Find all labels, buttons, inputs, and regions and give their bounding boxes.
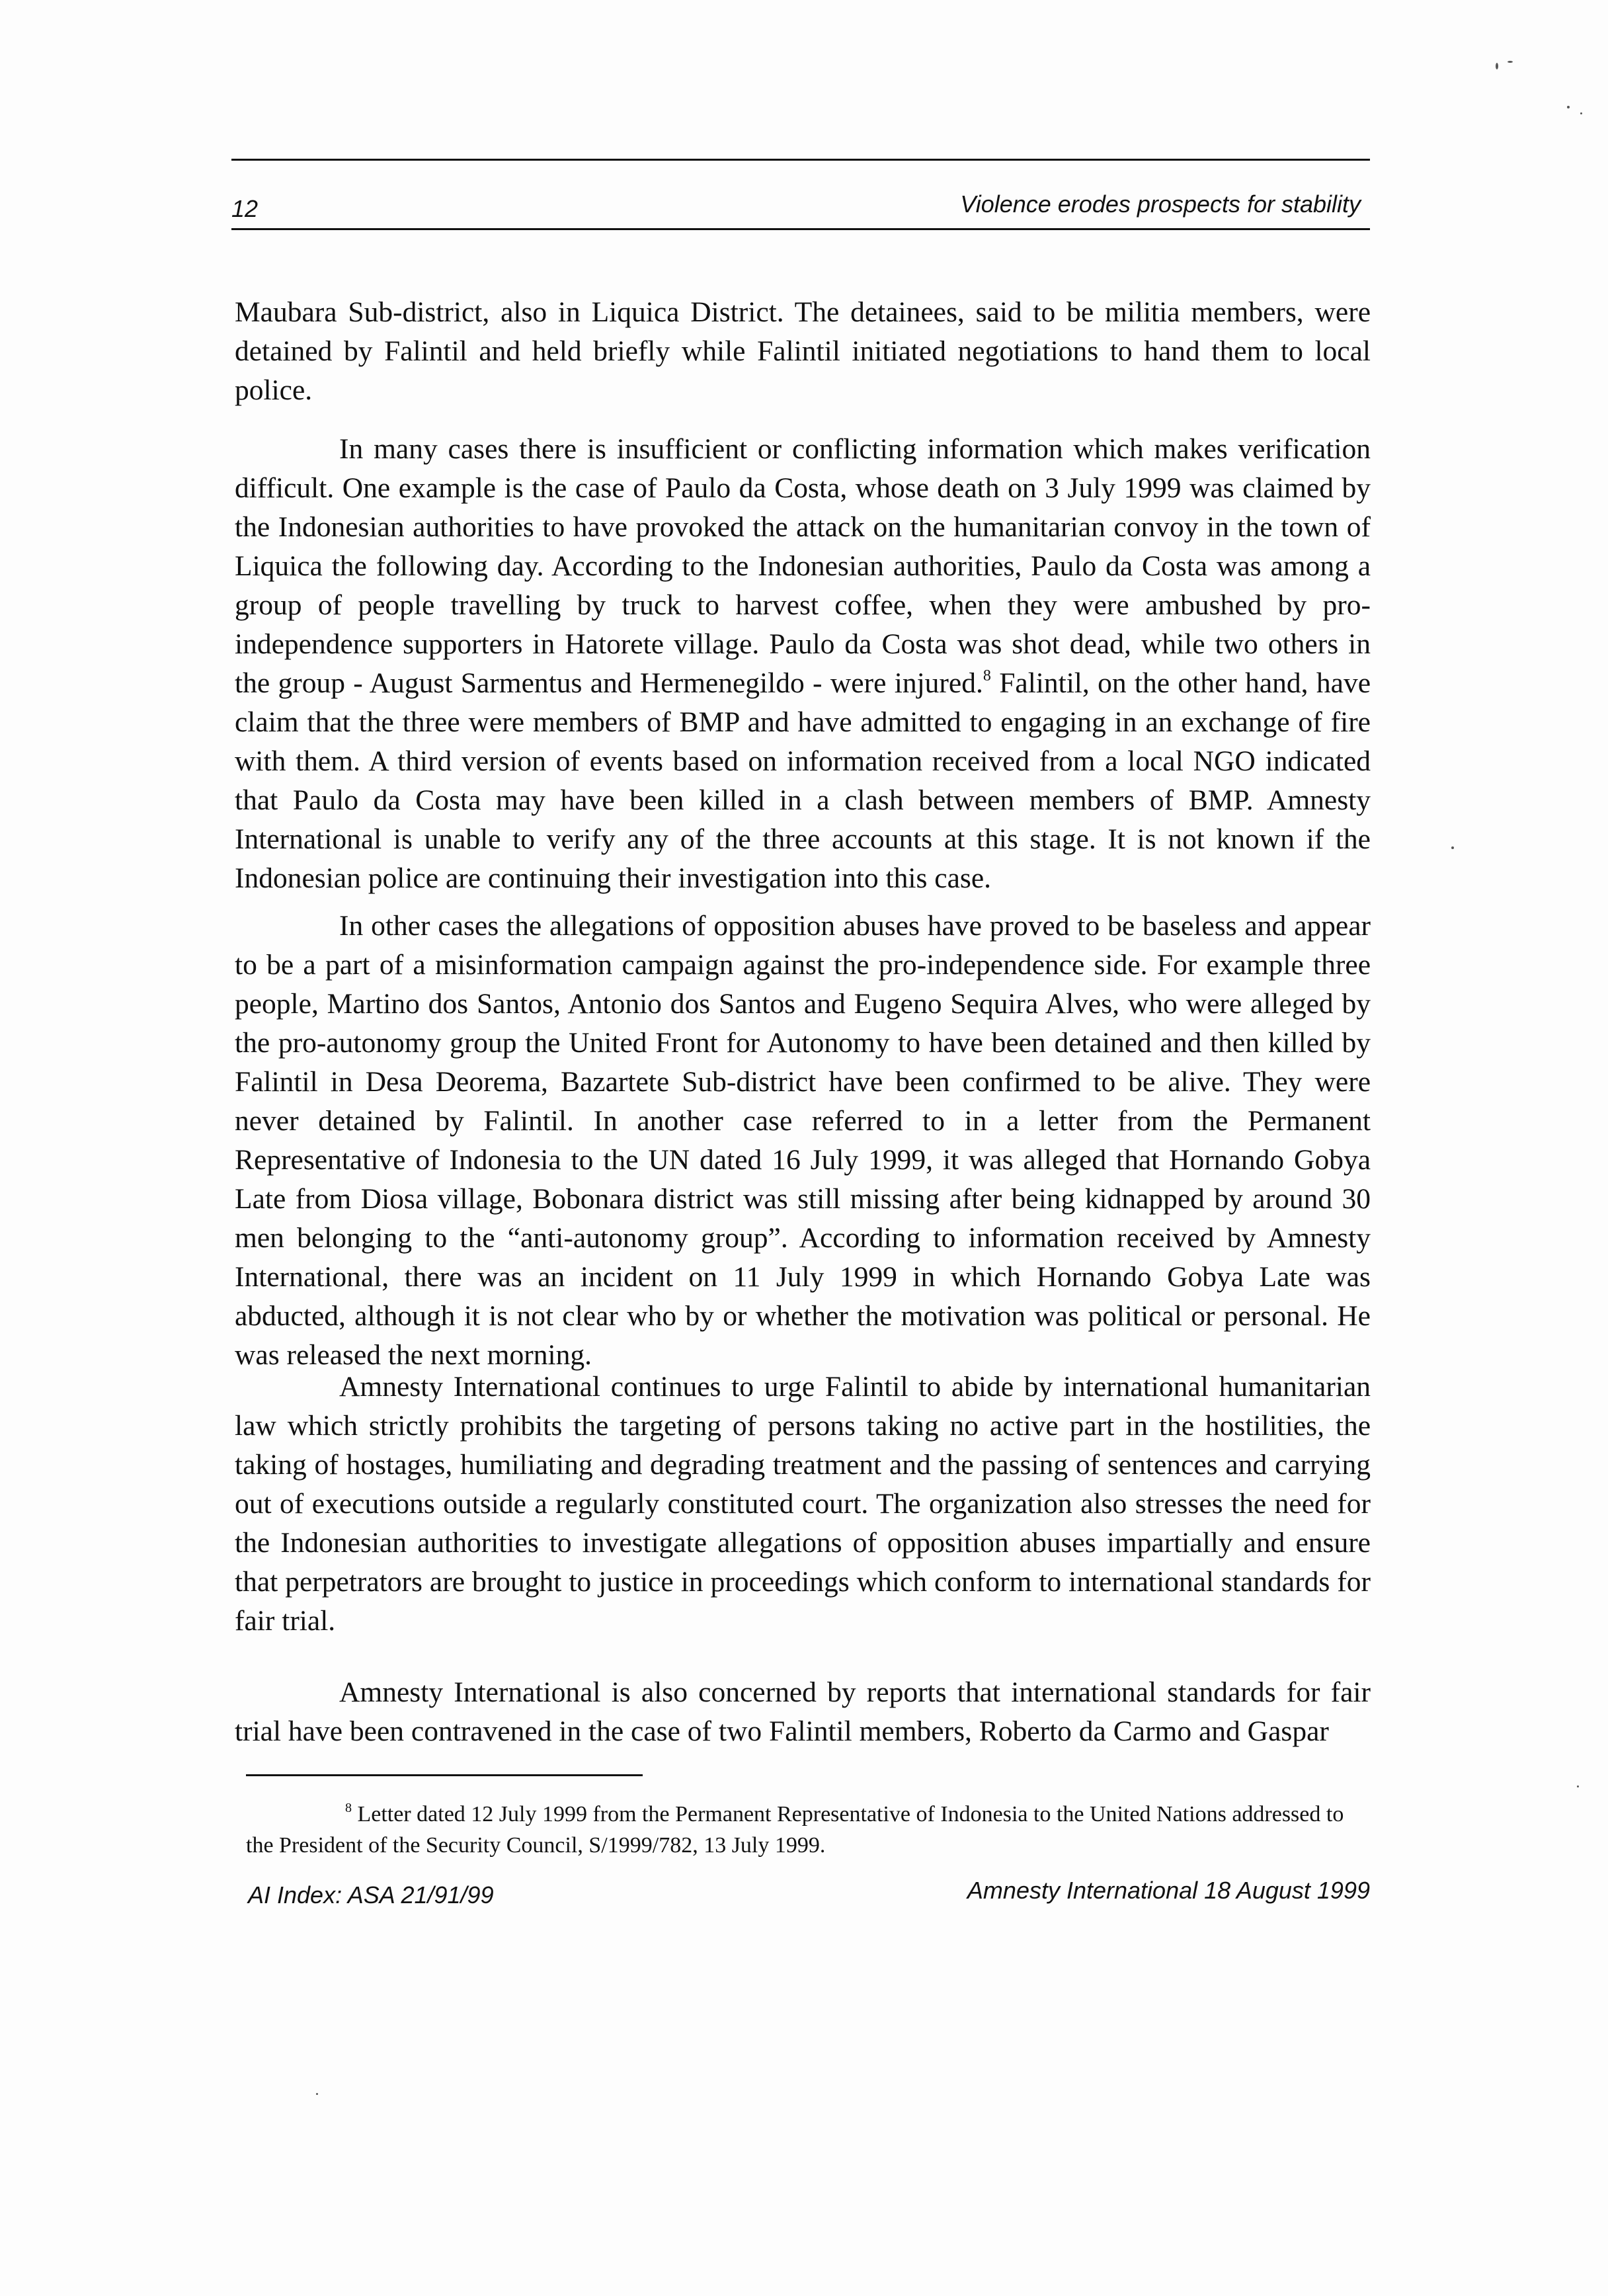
paragraph-2 (235, 430, 1371, 898)
footer-index: AI Index: ASA 21/91/99 (248, 1881, 494, 1908)
footnote-separator (246, 1774, 643, 1776)
paragraph-1: Maubara Sub-district, also in Liquica District. The detainees, said to be militia members, were detained by Falintil and held briefly while Falintil initiated negotiations to hand them to local police. (235, 296, 1371, 406)
paragraph-2-continued: Falintil, on the other hand, have claim that the three were members of BMP and have admitted to engaging in an exchange of fire with them. A third version of events based on information received from a local NGO indicated that Paulo da Costa may have been killed in a clash between members of BMP. Amnesty International is unable to verify any of the three accounts at this stage. It is not known if the Indonesian police are continuing their investigation into this case. (235, 667, 1371, 894)
paragraph-2-text: In many cases there is insufficient or conflicting information which makes verification difficult. One example is the case of Paulo da Costa, whose death on 3 July 1999 was claimed by the Indonesian authorities to have provoked the attack on the humanitarian convoy in the town of Liquica the following day. According to the Indonesian authorities, Paulo da Costa was among a group of people travelling by truck to harvest coffee, when they were ambushed by pro-independence supporters in Hatorete village. Paulo da Costa was shot dead, while two others in the group - August Sarmentus and Hermenegildo - were injured. (235, 433, 1371, 699)
footer-publisher-date: Amnesty International 18 August 1999 (967, 1877, 1370, 1904)
footnote-marker[interactable]: 8 (983, 667, 991, 684)
scan-speck (1508, 61, 1513, 63)
scan-speck (1577, 1785, 1579, 1787)
header-bottom-rule (231, 228, 1370, 230)
paragraph-4: Amnesty International continues to urge Falintil to abide by international humanitarian law which strictly prohibits the targeting of persons taking no active part in the hostilities, the taking of hostages, humiliating and degrading treatment and the passing of sentences and carrying out of executions outside a regularly constituted court. The organization also stresses the need for the Indonesian authorities to investigate allegations of opposition abuses impartially and ensure that perpetrators are brought to justice in proceedings which conform to international standards for fair trial. (235, 1371, 1371, 1637)
scan-speck (316, 2093, 318, 2095)
running-title: Violence erodes prospects for stability (960, 190, 1361, 218)
footnote-number: 8 (345, 1801, 352, 1815)
header-top-rule (231, 159, 1370, 161)
scan-speck (1567, 106, 1570, 108)
paragraph-3: In other cases the allegations of opposition abuses have proved to be baseless and appear to be a part of a misinformation campaign against the pro-independence side. For example three people, Martino dos Santos, Antonio dos Santos and Eugeno Sequira Alves, who were alleged by the pro-autonomy group the United Front for Autonomy to have been detained and then killed by Falintil in Desa Deorema, Bazartete Sub-district have been confirmed to be alive. They were never detained by Falintil. In another case referred to in a letter from the Permanent Representative of Indonesia to the UN dated 16 July 1999, it was alleged that Hornando Gobya Late from Diosa village, Bobonara district was still missing after being kidnapped by around 30 men belonging to the “anti-autonomy group”. According to information received by Amnesty International, there was an incident on 11 July 1999 in which Hornando Gobya Late was abducted, although it is not clear who by or whether the motivation was political or personal. He was released the next morning. (235, 910, 1371, 1371)
paragraph-5: Amnesty International is also concerned by reports that international standards for fair trial have been contravened in the case of two Falintil members, Roberto da Carmo and Gaspar (235, 1676, 1371, 1747)
page-number: 12 (231, 195, 259, 222)
scan-speck (1451, 846, 1454, 849)
scan-speck (1496, 63, 1498, 69)
scan-speck (1580, 112, 1582, 114)
footnote (246, 1799, 1370, 1861)
footnote-text: Letter dated 12 July 1999 from the Permanent Representative of Indonesia to the United Nations addressed to the President of the Security Council, S/1999/782, 13 July 1999. (246, 1802, 1344, 1858)
